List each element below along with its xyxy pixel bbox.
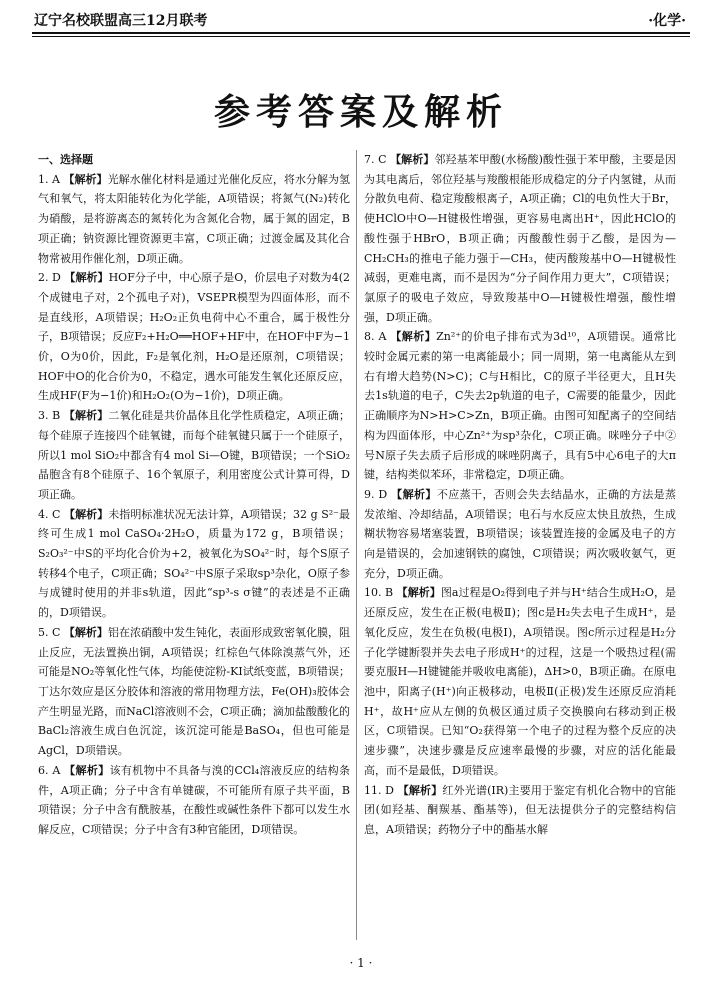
analysis-tag: 【解析】 bbox=[391, 487, 437, 501]
analysis-tag: 【解析】 bbox=[64, 763, 110, 777]
analysis-text: 不应蒸干，否则会失去结晶水，正确的方法是蒸发浓缩、冷却结晶，A项错误；电石与水反应太快且放热，生成糊状物容易堵塞装置，B项错误；该装置连接的金属及电子的方向是错误的，会加速钢铁的腐蚀，C项错误；两次吸收氨气，更充分，D项正确。 bbox=[364, 487, 677, 580]
analysis-text: 铝在浓硝酸中发生钝化，表面形成致密氧化膜，阻止反应，无法置换出铜，A项错误；红棕色气体除溴蒸气外，还可能是NO₂等氧化性气体，均能使淀粉-KI试纸变蓝，B项错误；丁达尔效应是区分胶体和溶液的常用物理方法，Fe(OH)₃胶体会产生明显光路，而NaCl溶液则不会，C项正确；滴加盐酸酸化的BaCl₂溶液生成白色沉淀，该沉淀可能是BaSO₄，但也可能是AgCl，D项错误。 bbox=[38, 625, 350, 758]
answer-head: 1. A bbox=[38, 172, 60, 186]
analysis-tag: 【解析】 bbox=[64, 271, 109, 285]
analysis-tag: 【解析】 bbox=[63, 172, 108, 186]
analysis-tag: 【解析】 bbox=[396, 586, 441, 600]
answer-head: 2. D bbox=[38, 271, 61, 285]
answer-head: 8. A bbox=[364, 330, 387, 344]
analysis-text: 二氧化硅是共价晶体且化学性质稳定，A项正确；每个硅原子连接四个硅氧键，而每个硅氧键只属于一个硅原子，所以1 mol SiO₂中都含有4 mol Si—O键，B项错误；一个SiO₂晶胞含有8个硅原子、16个氧原子，利用密度公式计算可得，D项正确。 bbox=[38, 409, 351, 501]
answer-head: 10. B bbox=[364, 586, 394, 600]
answer-head: 3. B bbox=[38, 409, 61, 423]
left-column bbox=[38, 150, 350, 840]
answer-item bbox=[364, 327, 676, 485]
answer-item bbox=[38, 268, 350, 406]
analysis-text: HOF分子中，中心原子是O，价层电子对数为4(2个成键电子对，2个孤电子对)，VSEPR模型为四面体形，而不是直线形，A项错误；H₂O₂正负电荷中心不重合，属于极性分子，B项错误；反应F₂+H₂O══HOF+HF中，在HOF中F为−1价，O为0价，因此，F₂是氧化剂，H₂O是还原剂，C项错误；HOF中O的化合价为0，不稳定，遇水可能发生氧化还原反应，生成HF(F为−1价)和H₂O₂(O为−1价)，D项正确。 bbox=[38, 271, 350, 403]
analysis-text: 未指明标准状况无法计算，A项错误；32 g S²⁻最终可生成1 mol CaSO₄·2H₂O，质量为172 g，B项错误；S₂O₃²⁻中S的平均化合价为+2，被氧化为SO₄²⁻时，每个S原子转移4个电子，C项正确；SO₄²⁻中S原子采取sp³杂化，O原子参与成键时使用的并非s轨道，因此“sp³-s σ键”的表述是不正确的，D项错误。 bbox=[38, 507, 350, 620]
answer-item bbox=[38, 505, 350, 623]
page-number: · 1 · bbox=[349, 956, 373, 970]
header-rule-thin bbox=[32, 36, 690, 37]
header-rule bbox=[32, 32, 690, 34]
exam-title: 辽宁名校联盟高三12月联考 bbox=[34, 13, 208, 29]
answer-item bbox=[38, 406, 350, 505]
answer-item bbox=[38, 761, 350, 840]
right-column bbox=[364, 150, 676, 840]
answer-item bbox=[38, 170, 350, 269]
analysis-tag: 【解析】 bbox=[64, 507, 109, 521]
answer-head: 7. C bbox=[364, 153, 387, 166]
analysis-text: Zn²⁺的价电子排布式为3d¹⁰，A项错误。通常比较时金属元素的第一电离能最小；同一周期，第一电离能从左到右有增大趋势(N>C)；C与H相比，C的原子半径更大，且H失去1s轨道的电子，C失去2p轨道的电子，C需要的能量少，因此正确顺序为N>H>C>Zn，B项正确。由图可知配离子的空间结构为四面体形，中心Zn²⁺为sp³杂化，C项正确。咪唑分子中②号N原子失去质子后形成的咪唑阴离子，具有5中心6电子的大π键，结构类似苯环，非常稳定，D项正确。 bbox=[364, 330, 677, 482]
analysis-tag: 【解析】 bbox=[390, 330, 437, 344]
analysis-tag: 【解析】 bbox=[390, 153, 435, 166]
answer-item bbox=[364, 150, 676, 327]
answer-item bbox=[364, 485, 676, 584]
analysis-tag: 【解析】 bbox=[63, 409, 109, 423]
section-heading: 一、选择题 bbox=[38, 153, 93, 166]
page-header bbox=[34, 8, 686, 30]
analysis-tag: 【解析】 bbox=[397, 783, 443, 797]
analysis-text: 邻羟基苯甲酸(水杨酸)酸性强于苯甲酸，主要是因为其电离后，邻位羟基与羧酸根能形成稳定的分子内氢键，从而分散负电荷、稳定羧酸根离子，A项正确；Cl的电负性大于Br，使HClO中O—H键极性增强，更容易电离出H⁺，因此HClO的酸性强于HBrO，B项正确；丙酸酸性弱于乙酸，是因为—CH₂CH₃的推电子能力强于—CH₃，使丙酸羧基中O—H键极性减弱，更难电离，而不是因为“分子间作用力更大”，C项错误；氯原子的吸电子效应，导致羧基中O—H键极性增强，酸性增强，D项正确。 bbox=[364, 153, 676, 324]
analysis-tag: 【解析】 bbox=[63, 625, 108, 639]
analysis-text: 光解水催化材料是通过光催化反应，将水分解为氢气和氧气，将太阳能转化为化学能，A项错误；将氮气(N₂)转化为硝酸，是将游离态的氮转化为含氮化合物，属于氮的固定，B项正确；钠资源比锂资源更丰富，C项正确；过渡金属及其化合物常被用作催化剂，D项正确。 bbox=[38, 172, 351, 265]
answer-head: 9. D bbox=[364, 487, 388, 501]
answer-head: 4. C bbox=[38, 507, 61, 521]
analysis-text: 图a过程是O₂得到电子并与H⁺结合生成H₂O，是还原反应，发生在正极(电极Ⅱ)；图c是H₂失去电子生成H⁺，是氧化反应，发生在负极(电极Ⅰ)，A项错误。图c所示过程是H₂分子化学键断裂并失去电子形成H⁺的过程，这是一个吸热过程(需要克服H—H键键能并吸收电离能)，ΔH>0，B项正确。在原电池中，阳离子(H⁺)向正极移动，电极Ⅱ(正极)发生还原反应消耗H⁺，故H⁺应从左侧的负极区通过质子交换膜向右移动到正极区，C项错误。已知“O₂获得第一个电子的过程为整个反应的决速步骤”，决速步骤是反应速率最慢的步骤，对应的活化能最高，而不是最低，D项错误。 bbox=[364, 586, 677, 777]
answer-item bbox=[38, 623, 350, 761]
analysis-text: 红外光谱(IR)主要用于鉴定有机化合物中的官能团(如羟基、酮羰基、酯基等)，但无法提供分子的完整结构信息，A项错误；药物分子中的酯基水解 bbox=[364, 783, 677, 836]
answer-head: 5. C bbox=[38, 625, 61, 639]
analysis-text: 该有机物中不具备与溴的CCl₄溶液反应的结构条件，A项正确；分子中含有单键碳，不可能所有原子共平面，B项错误；分子中含有酰胺基，在酸性或碱性条件下都可以发生水解反应，C项错误；分子中含有3种官能团，D项错误。 bbox=[38, 763, 351, 836]
answer-head: 6. A bbox=[38, 763, 61, 777]
answer-item bbox=[364, 583, 676, 780]
subject-label: ·化学· bbox=[648, 13, 686, 29]
answer-item bbox=[364, 781, 676, 840]
answer-head: 11. D bbox=[364, 783, 394, 797]
page-title: 参考答案及解析 bbox=[213, 92, 508, 133]
column-divider bbox=[356, 150, 357, 940]
